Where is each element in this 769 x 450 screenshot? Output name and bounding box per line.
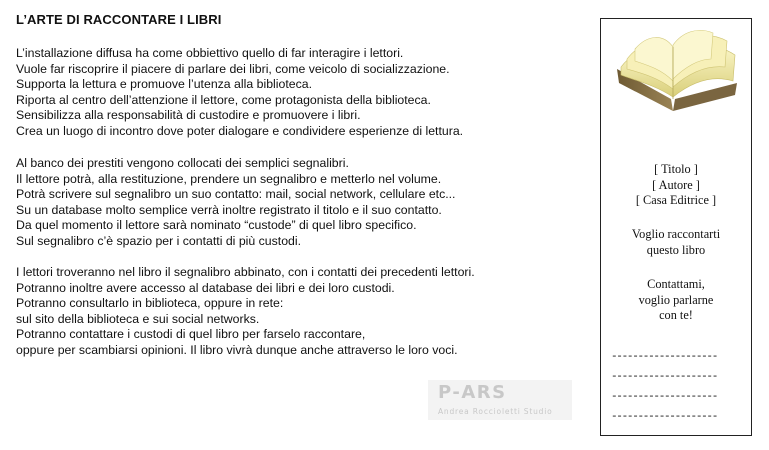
text-line: Potranno consultarlo in biblioteca, oppure in rete: xyxy=(16,296,284,311)
text-line: Su un database molto semplice verrà inoltre registrato il titolo e il suo contatto. xyxy=(16,202,442,217)
message-line: Voglio raccontarti xyxy=(631,227,721,241)
text-line: Supporta la lettura e promuove l’utenza alla biblioteca. xyxy=(16,77,312,92)
text-line: oppure per scambiarsi opinioni. Il libro vivrà dunque anche attraverso le loro voci. xyxy=(16,342,458,357)
text-line: Potrà scrivere sul segnalibro un suo contatto: mail, social network, cellulare etc... xyxy=(16,187,456,202)
text-line: Potranno inoltre avere accesso al database dei libri e dei loro custodi. xyxy=(16,280,395,295)
text-line: sul sito della biblioteca e sui social networks. xyxy=(16,311,260,326)
text-line: Da quel momento il lettore sarà nominato “custode” di quel libro specifico. xyxy=(16,218,417,233)
bookmark-card xyxy=(600,18,752,436)
title-placeholder: [ Titolo ] xyxy=(654,162,698,176)
text-line: Al banco dei prestiti vengono collocati dei semplici segnalibri. xyxy=(16,156,349,170)
open-book-icon xyxy=(613,25,741,121)
text-line: L’installazione diffusa ha come obbiettivo quello di far interagire i lettori. xyxy=(16,46,404,60)
message-line: questo libro xyxy=(646,242,706,257)
publisher-placeholder: [ Casa Editrice ] xyxy=(635,193,717,207)
text-line: Sensibilizza alla responsabilità di custodire e promuovere i libri. xyxy=(16,108,361,123)
watermark-studio-name: Andrea Roccioletti Studio xyxy=(438,407,553,416)
bookmark-message-contact xyxy=(601,277,751,324)
book-metadata-placeholders xyxy=(601,162,751,209)
author-placeholder: [ Autore ] xyxy=(652,177,700,192)
text-line: Potranno contattare i custodi di quel libro per farselo raccontare, xyxy=(16,327,366,342)
message-line: Contattami, xyxy=(647,277,705,291)
contact-line: -------------------- xyxy=(611,351,718,363)
paragraph-readers xyxy=(16,265,475,359)
page-title: L’ARTE DI RACCONTARE I LIBRI xyxy=(16,12,222,27)
text-line: Sul segnalibro c’è spazio per i contatti di più custodi. xyxy=(16,233,302,248)
text-line: I lettori troveranno nel libro il segnalibro abbinato, con i contatti dei precedenti lettori. xyxy=(16,265,475,279)
text-line: Vuole far riscoprire il piacere di parlare dei libri, come veicolo di socializzazione. xyxy=(16,61,450,76)
text-line: Riporta al centro dell’attenzione il lettore, come protagonista della biblioteca. xyxy=(16,92,431,107)
paragraph-process xyxy=(16,156,455,250)
text-line: Crea un luogo di incontro dove poter dialogare e condividere esperienze di lettura. xyxy=(16,123,464,138)
contact-line: -------------------- xyxy=(611,411,718,423)
text-line: Il lettore potrà, alla restituzione, prendere un segnalibro e metterlo nel volume. xyxy=(16,171,442,186)
contact-line: -------------------- xyxy=(611,391,718,403)
message-line: voglio parlarne xyxy=(638,292,714,307)
studio-watermark xyxy=(428,380,572,420)
bookmark-message-tell xyxy=(601,227,751,258)
contact-lines xyxy=(611,347,741,427)
watermark-brand: P-ARS xyxy=(438,382,507,403)
contact-line: -------------------- xyxy=(611,371,718,383)
message-line: con te! xyxy=(659,308,693,322)
paragraph-intro xyxy=(16,46,463,140)
